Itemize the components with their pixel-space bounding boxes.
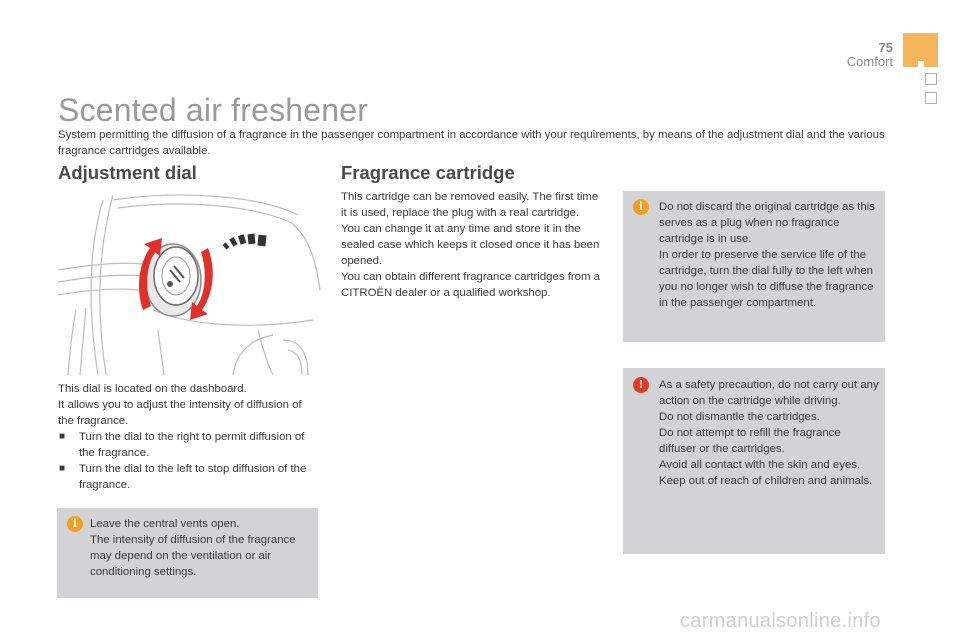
text-line: Avoid all contact with the skin and eyes.	[659, 459, 861, 471]
text-line: In order to preserve the service life of the cartridge, turn the dial fully to the left when you no longer wish to diffuse the fragrance in the passenger compartment.	[659, 249, 874, 309]
adjustment-dial-text	[58, 381, 320, 493]
text-line: Do not discard the original cartridge as this serves as a plug when no fragrance cartridge is in use.	[659, 201, 875, 245]
note-text	[659, 199, 879, 311]
info-icon	[633, 199, 649, 215]
watermark: carmanualsonline.info	[680, 610, 881, 632]
tab-dot	[918, 61, 924, 67]
section-tab-active[interactable]	[903, 33, 938, 67]
intro-text: System permitting the diffusion of a fragrance in the passenger compartment in accordance with your requirements, by means of the adjustment dial and the various fragrance cartridges available.	[58, 129, 885, 157]
info-icon	[67, 516, 83, 532]
note-text	[659, 377, 881, 489]
text-line: Leave the central vents open.	[90, 518, 240, 530]
text-line: This cartridge can be removed easily. The first time it is used, replace the plug with a real cartridge.	[341, 191, 599, 219]
info-glyph: i	[638, 200, 644, 213]
text-line: Keep out of reach of children and animals.	[659, 475, 873, 487]
vents-info-note	[57, 508, 318, 598]
text-line: Do not attempt to refill the fragrance diffuser or the cartridges.	[659, 427, 841, 455]
bullet-item	[58, 429, 320, 461]
adjustment-dial-illustration	[58, 190, 328, 375]
info-glyph: i	[72, 517, 78, 530]
fragrance-cartridge-text	[341, 189, 603, 301]
warning-glyph: !	[638, 378, 644, 391]
section-tab[interactable]	[925, 73, 937, 85]
bullet-item	[58, 461, 320, 493]
bullet-text: Turn the dial to the left to stop diffusion of the fragrance.	[79, 463, 307, 491]
bullet-marker-icon: ■	[59, 431, 66, 442]
cartridge-info-note	[623, 191, 885, 342]
section-tab[interactable]	[925, 92, 937, 104]
text-line: It allows you to adjust the intensity of diffusion of the fragrance.	[58, 399, 302, 427]
dial-intensity-marks	[223, 234, 267, 250]
text-line: You can change it at any time and store it in the sealed case which keeps it closed once it has been opened.	[341, 223, 600, 267]
warning-icon	[633, 377, 649, 393]
text-line: As a safety precaution, do not carry out any action on the cartridge while driving.	[659, 379, 879, 407]
page-title: Scented air freshener	[58, 92, 369, 128]
fragrance-cartridge-heading: Fragrance cartridge	[341, 162, 515, 183]
bullet-text: Turn the dial to the right to permit diffusion of the fragrance.	[79, 431, 305, 459]
adjustment-dial-heading: Adjustment dial	[58, 162, 197, 183]
note-text	[90, 516, 312, 580]
section-label: Comfort	[846, 54, 893, 69]
text-line: Do not dismantle the cartridges.	[659, 411, 820, 423]
safety-warning-note	[623, 368, 885, 554]
text-line: This dial is located on the dashboard.	[58, 383, 247, 395]
bullet-marker-icon: ■	[59, 463, 66, 474]
text-line: The intensity of diffusion of the fragrance may depend on the ventilation or air conditioning settings.	[90, 534, 296, 578]
page-number: 75	[878, 40, 893, 55]
text-line: You can obtain different fragrance cartridges from a CITROËN dealer or a qualified workshop.	[341, 271, 600, 299]
